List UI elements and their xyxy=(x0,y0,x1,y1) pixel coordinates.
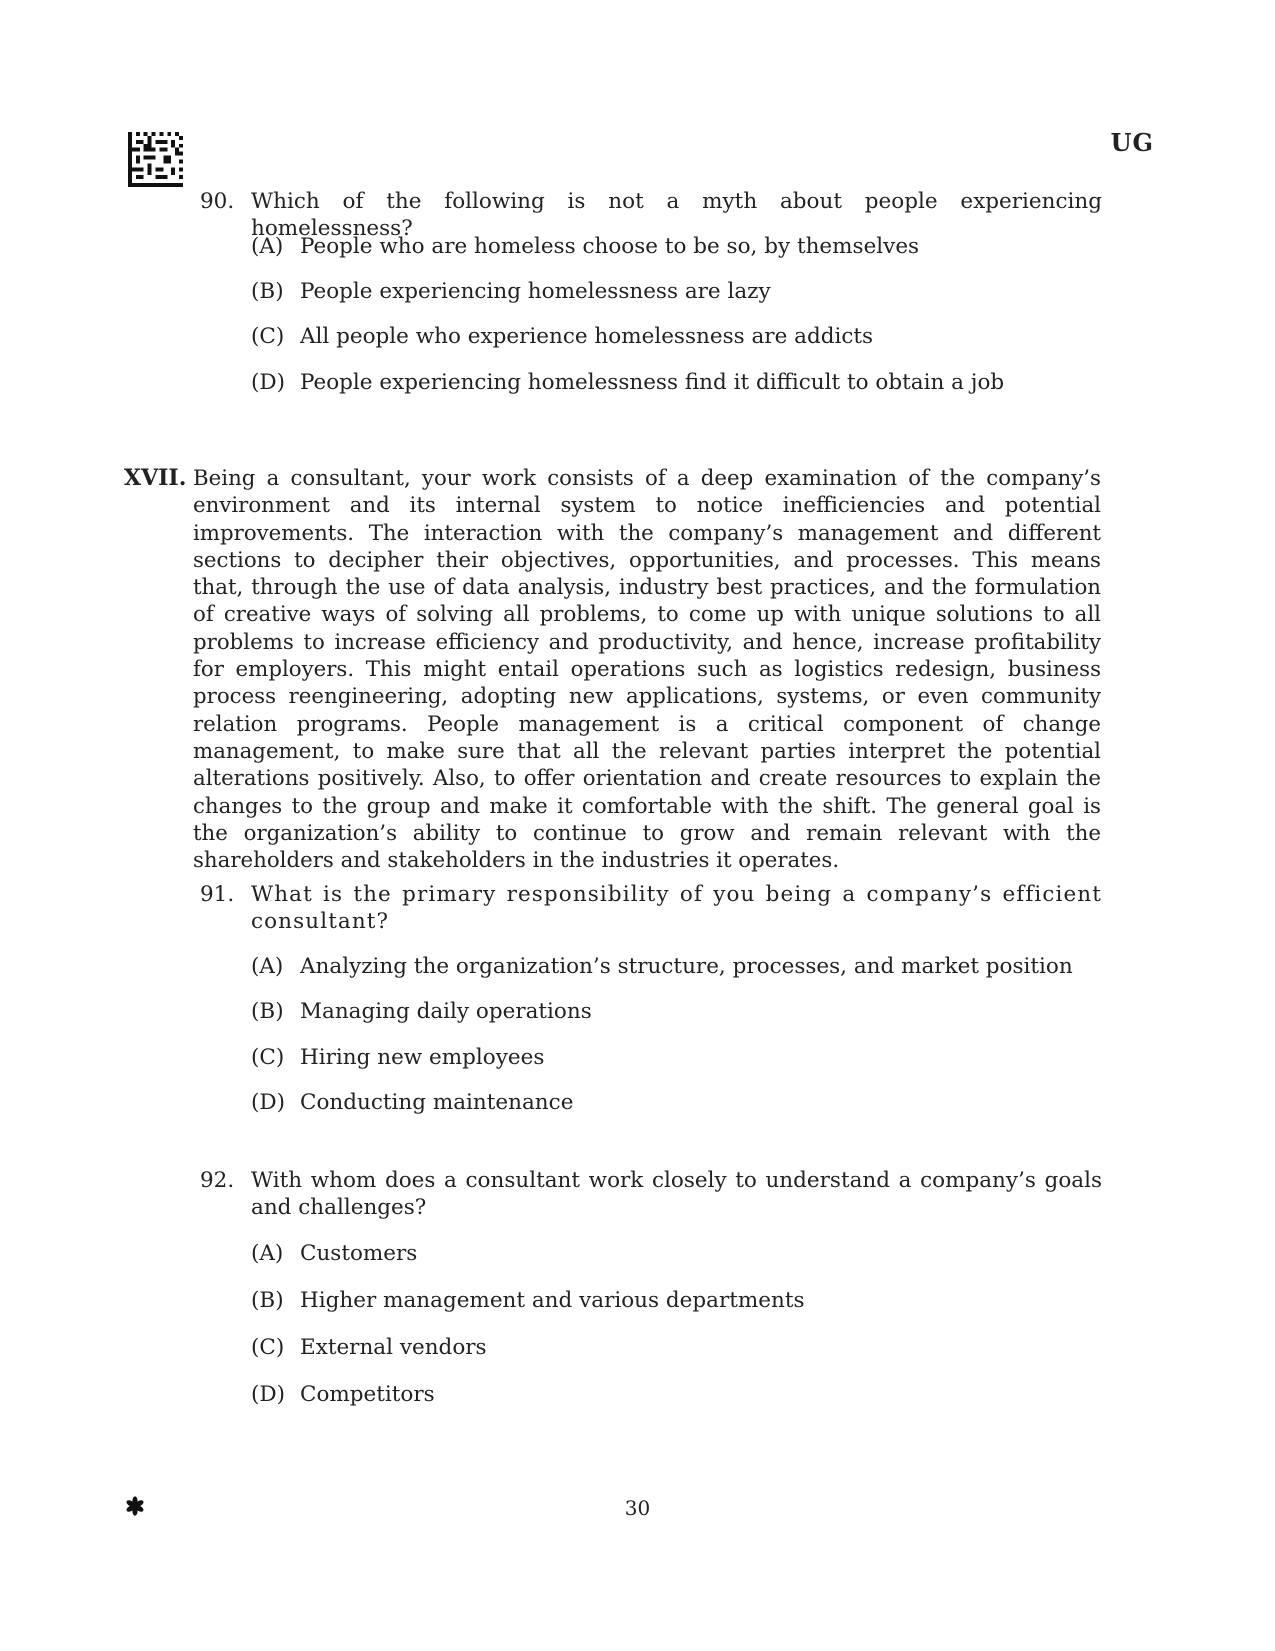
option-text: People who are homeless choose to be so, by themselves xyxy=(300,234,920,259)
option-letter: (D) xyxy=(251,370,286,395)
question-91-option-c[interactable] xyxy=(251,1044,1101,1071)
option-text: External vendors xyxy=(300,1335,487,1360)
option-letter: (B) xyxy=(251,999,284,1024)
datamatrix-barcode-icon xyxy=(128,132,183,187)
question-90-text: Which of the following is not a myth about people experiencing homelessness? xyxy=(251,189,1102,241)
option-letter: (C) xyxy=(251,1045,285,1070)
option-text: People experiencing homelessness find it difficult to obtain a job xyxy=(300,370,1005,395)
question-92-text: With whom does a consultant work closely to understand a company’s goals and challenges? xyxy=(251,1168,1102,1220)
option-text: Managing daily operations xyxy=(300,999,592,1024)
option-letter: (B) xyxy=(251,1288,284,1313)
question-90-option-c[interactable] xyxy=(251,323,1101,350)
option-text: Hiring new employees xyxy=(300,1045,545,1070)
option-text: Conducting maintenance xyxy=(300,1090,574,1115)
question-91-text: What is the primary responsibility of you being a company’s efficient consultant? xyxy=(251,882,1102,934)
question-90-option-d[interactable] xyxy=(251,369,1101,396)
question-90-number: 90. xyxy=(200,189,235,214)
option-letter: (A) xyxy=(251,954,284,979)
page-number: 30 xyxy=(624,1496,651,1520)
question-92-option-a[interactable] xyxy=(251,1240,1101,1267)
option-text: People experiencing homelessness are lazy xyxy=(300,279,771,304)
question-92-option-d[interactable] xyxy=(251,1381,1101,1408)
option-text: Customers xyxy=(300,1241,418,1266)
section-label: XVII. xyxy=(124,465,187,491)
option-text: Higher management and various departments xyxy=(300,1288,805,1313)
option-letter: (A) xyxy=(251,234,284,259)
option-letter: (D) xyxy=(251,1382,286,1407)
option-text: Analyzing the organization’s structure, processes, and market position xyxy=(300,954,1073,979)
paper-code: UG xyxy=(1110,128,1154,157)
question-91-option-a[interactable] xyxy=(251,953,1101,980)
question-91-number: 91. xyxy=(200,882,235,907)
option-letter: (D) xyxy=(251,1090,286,1115)
option-text: Competitors xyxy=(300,1382,435,1407)
question-91-option-d[interactable] xyxy=(251,1089,1101,1116)
question-92-number: 92. xyxy=(200,1168,235,1193)
option-letter: (B) xyxy=(251,279,284,304)
option-letter: (C) xyxy=(251,324,285,349)
option-text: All people who experience homelessness are addicts xyxy=(300,324,874,349)
question-91-option-b[interactable] xyxy=(251,998,1101,1025)
option-letter: (A) xyxy=(251,1241,284,1266)
option-letter: (C) xyxy=(251,1335,285,1360)
question-92-option-c[interactable] xyxy=(251,1334,1101,1361)
question-90-option-b[interactable] xyxy=(251,278,1101,305)
question-90-option-a[interactable] xyxy=(251,233,1101,260)
question-92-option-b[interactable] xyxy=(251,1287,1101,1314)
section-passage: Being a consultant, your work consists of a deep examination of the company’s environment and its internal system to notice inefficiencies and potential improvements. The interaction with the company’s management and different sections to decipher their objectives, opportunities, and processes. This means that, through the use of data analysis, industry best practices, and the formulation of creative ways of solving all problems, to come up with unique solutions to all problems to increase efficiency and productivity, and hence, increase profitability for employers. This might entail operations such as logistics redesign, business process reengineering, adopting new applications, systems, or even community relation programs. People management is a critical component of change management, to make sure that all the relevant parties interpret the potential alterations positively. Also, to offer orientation and create resources to explain the changes to the group and make it comfortable with the shift. The general goal is the organization’s ability to continue to grow and remain relevant with the shareholders and stakeholders in the industries it operates. xyxy=(193,466,1101,874)
